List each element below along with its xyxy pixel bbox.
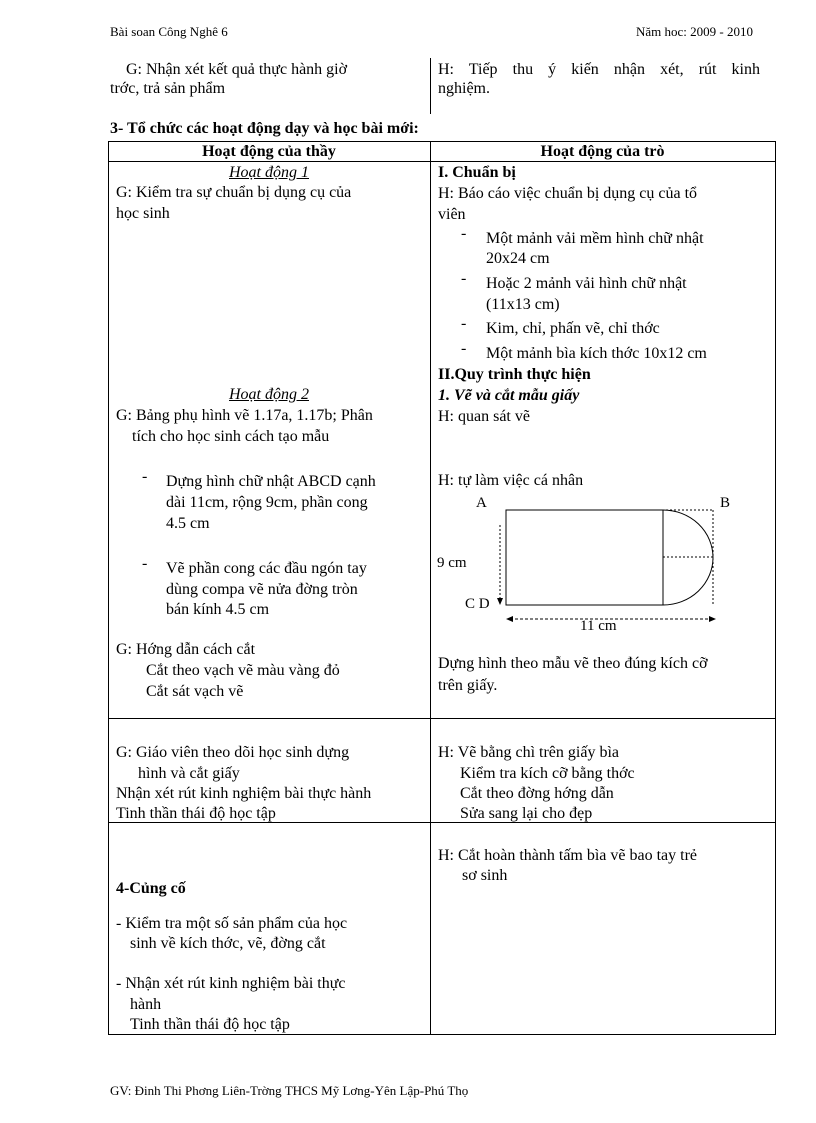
prep-line2: viên — [438, 206, 466, 223]
finish-line2: sơ sinh — [462, 867, 508, 884]
task-line4: Sửa sang lại cho đẹp — [460, 805, 593, 822]
top-row-divider — [430, 58, 431, 114]
width-arrow-left — [506, 616, 513, 622]
monitor-line1: G: Giáo viên theo dõi học sinh dựng — [116, 744, 350, 761]
item1-line1: Một mảnh vải mềm hình chữ nhật — [486, 230, 704, 247]
bullet-marker: - — [461, 270, 467, 287]
height-arrow — [497, 598, 503, 605]
bullet-marker: - — [142, 555, 148, 572]
task-line3: Cắt theo đờng hớng dẫn — [460, 785, 614, 802]
table-right-border — [775, 141, 776, 1035]
cut-guide-line2: Cắt theo vạch vẽ màu vàng đỏ — [146, 662, 340, 679]
top-student-line1: H: Tiếp thu ý kiến nhận xét, rút kinh — [438, 61, 760, 78]
consolidation-title: 4-Củng cố — [116, 880, 186, 897]
bullet-marker: - — [461, 340, 467, 357]
footer-text: GV: Đinh Thi Phơng Liên-Trờng THCS Mỹ Lơng-Yên Lập-Phú Thọ — [110, 1083, 469, 1098]
section-title: 3- Tổ chức các hoạt động dạy và học bài mới: — [110, 120, 419, 137]
activity1-line1: G: Kiểm tra sự chuẩn bị dụng cụ của — [116, 184, 352, 201]
prep-line1: H: Báo cáo việc chuẩn bị dụng cụ của tổ — [438, 185, 698, 202]
glove-pattern-figure — [430, 490, 775, 640]
activity2-line2: tích cho học sinh cách tạo mẫu — [132, 428, 330, 445]
table-row-border-1 — [108, 718, 776, 719]
step1-line3: 4.5 cm — [166, 515, 210, 532]
activity2-title: Hoạt động 2 — [229, 386, 309, 403]
step1-line1: Dựng hình chữ nhật ABCD cạnh — [166, 473, 376, 490]
item1-line2: 20x24 cm — [486, 250, 550, 267]
monitor-line4: Tinh thần thái độ học tập — [116, 805, 276, 822]
monitor-line2: hình và cắt giấy — [138, 765, 240, 782]
review-line2: hành — [130, 996, 162, 1013]
observe-text: H: quan sát vẽ — [438, 408, 530, 425]
item3-line1: Kim, chỉ, phấn vẽ, chỉ thớc — [486, 320, 660, 337]
label-cd: C D — [465, 596, 490, 612]
width-arrow-right — [709, 616, 716, 622]
col-header-teacher: Hoạt động của thầy — [202, 143, 336, 160]
step-title: 1. Vẽ và cắt mẫu giấy — [438, 387, 580, 404]
top-student-line2: nghiệm. — [438, 80, 490, 97]
bullet-marker: - — [142, 468, 148, 485]
cut-guide-line1: G: Hớng dẫn cách cắt — [116, 641, 256, 658]
bullet-marker: - — [461, 225, 467, 242]
draw-line1: Dựng hình theo mẫu vẽ theo đúng kích cỡ — [438, 655, 708, 672]
label-a: A — [476, 495, 487, 511]
top-teacher-line2: trớc, trả sản phẩm — [110, 80, 226, 97]
item2-line2: (11x13 cm) — [486, 296, 560, 313]
table-left-border — [108, 141, 109, 1035]
activity1-title: Hoạt động 1 — [229, 164, 309, 181]
label-width: 11 cm — [580, 618, 617, 634]
step2-line3: bán kính 4.5 cm — [166, 601, 270, 618]
prep-title: I. Chuẩn bị — [438, 164, 516, 181]
item4-line1: Một mảnh bìa kích thớc 10x12 cm — [486, 345, 707, 362]
check-line1: - Kiểm tra một số sản phẩm của học — [116, 915, 348, 932]
activity2-line1: G: Bảng phụ hình vẽ 1.17a, 1.17b; Phân — [116, 407, 373, 424]
rectangle-abcd — [506, 510, 663, 605]
task-line2: Kiểm tra kích cỡ bằng thớc — [460, 765, 635, 782]
header-right: Năm hoc: 2009 - 2010 — [636, 24, 753, 39]
col-header-student: Hoạt động của trò — [540, 143, 665, 160]
item2-line1: Hoặc 2 mảnh vải hình chữ nhật — [486, 275, 687, 292]
finish-line1: H: Cắt hoàn thành tấm bìa vẽ bao tay trẻ — [438, 847, 698, 864]
step2-line1: Vẽ phần cong các đầu ngón tay — [166, 560, 367, 577]
step1-line2: dài 11cm, rộng 9cm, phần cong — [166, 494, 368, 511]
top-teacher-line1: G: Nhận xét kết quả thực hành giờ — [126, 61, 348, 78]
task-line1: H: Vẽ bằng chì trên giấy bìa — [438, 744, 619, 761]
draw-line2: trên giấy. — [438, 677, 498, 694]
step2-line2: dùng compa vẽ nửa đờng tròn — [166, 581, 358, 598]
individual-text: H: tự làm việc cá nhân — [438, 472, 584, 489]
bullet-marker: - — [461, 315, 467, 332]
monitor-line3: Nhận xét rút kinh nghiệm bài thực hành — [116, 785, 372, 802]
review-line1: - Nhận xét rút kinh nghiệm bài thực — [116, 975, 346, 992]
header-left: Bài soan Công Nghê 6 — [110, 24, 228, 39]
activity1-line2: học sinh — [116, 205, 170, 222]
check-line2: sinh về kích thớc, vẽ, đờng cắt — [130, 935, 326, 952]
label-b: B — [720, 495, 731, 511]
label-height: 9 cm — [437, 555, 467, 571]
cut-guide-line3: Cắt sát vạch vẽ — [146, 683, 244, 700]
process-title: II.Quy trình thực hiện — [438, 366, 591, 383]
review-line3: Tinh thần thái độ học tập — [130, 1016, 290, 1033]
